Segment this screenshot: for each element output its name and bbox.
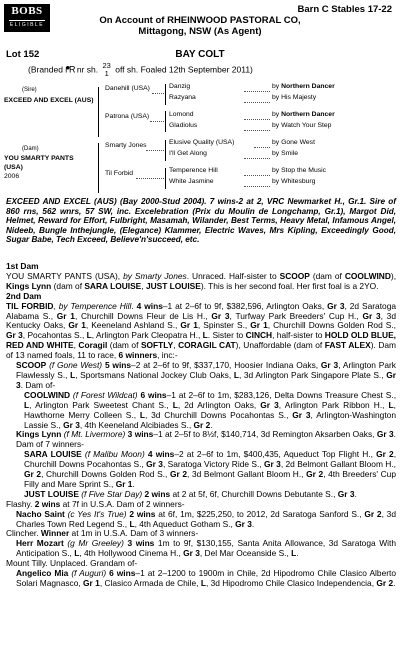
text-run: 6 wins	[140, 389, 167, 400]
sire-role: (Sire)	[22, 87, 37, 93]
gp-name: Lomond	[169, 111, 194, 118]
text-run: Gr 3	[146, 459, 163, 470]
text-run: , 3d Charles Town Red Legend S.,	[16, 508, 396, 529]
text-run: ,	[73, 340, 79, 351]
text-run: JUST LOUISE	[145, 280, 201, 291]
text-run: Kings Lynn	[6, 280, 52, 291]
text-run: Herr Mozart	[16, 538, 64, 549]
text-run: 5 wins	[104, 360, 132, 371]
gp-sire	[272, 83, 335, 90]
gp-sire-name: Stop the Music	[281, 167, 327, 174]
text-run: Winner	[40, 528, 70, 539]
gp-sire	[272, 178, 315, 185]
leader-line	[244, 119, 270, 120]
bracket	[165, 140, 166, 161]
gp-sire	[272, 139, 315, 146]
text-run: Gr 2	[364, 508, 382, 519]
text-run: –1 at 2–6f to 9f, $382,596, Arlington Oaks,	[162, 300, 328, 311]
text-run: , Saratoga Victory Ride S.,	[162, 459, 264, 470]
gp-sire-name: Northern Dancer	[281, 83, 335, 90]
text-run: . Unraced. Half-sister to	[186, 270, 280, 281]
text-run: Gr 2	[193, 419, 211, 430]
text-run: 2 wins	[34, 498, 61, 509]
text-run: by Smarty Jones	[123, 270, 187, 281]
pedigree-table	[4, 83, 396, 195]
text-run: (dam of	[309, 270, 345, 281]
text-run: , Keeneland Ashland S.,	[85, 320, 181, 331]
text-run: L	[129, 518, 135, 529]
text-run: L	[388, 399, 394, 410]
text-run: at 1m in U.S.A. Dam of 3 winners-	[69, 528, 199, 539]
text-run: ). Dam of 13 named foals, 11 to race,	[6, 340, 397, 361]
sire-dam: Patrona (USA)	[105, 113, 150, 120]
text-run: at 2 at 5f, 6f, Churchill Downs Debutante S.,	[170, 488, 338, 499]
progeny-angelico-mia	[6, 569, 396, 589]
text-run: (dam of	[107, 340, 141, 351]
text-run: , Churchill Downs Golden Rod S.,	[41, 469, 170, 480]
text-run: SARA LOUISE	[84, 280, 142, 291]
bracket	[165, 111, 166, 132]
text-run: L	[70, 369, 76, 380]
vendor-account	[4, 15, 396, 37]
text-run: 2 wins	[129, 508, 156, 519]
text-run: CINCH	[245, 330, 273, 341]
text-run: L	[24, 399, 30, 410]
text-run: Mount Tilly. Unplaced. Grandam of-	[6, 558, 138, 569]
logo-subtext: ELIGIBLE	[9, 22, 45, 28]
leader-line	[152, 93, 164, 94]
horse-sex-colour: BAY COLT	[175, 49, 225, 60]
text-run: (c Yes It's True)	[67, 508, 127, 519]
progeny-coolwind	[6, 391, 396, 431]
gp-by: by	[272, 178, 280, 185]
sire-sire: Danehill (USA)	[105, 85, 150, 92]
text-run: Gr 3	[183, 548, 200, 559]
text-run: Gr 1	[83, 578, 100, 588]
text-run: (f Five Star Day)	[81, 488, 143, 499]
leader-line	[136, 178, 164, 179]
text-run: –1 at 2–6f to 1m, $283,126, Delta Downs Treasure Chest S.,	[166, 389, 397, 400]
brand-num: 23	[102, 61, 111, 70]
text-run: Gr 2	[169, 469, 188, 480]
logo-text: BOBS	[11, 5, 43, 17]
gp-sire-name: Watch Your Step	[281, 122, 332, 129]
sire-notes: EXCEED AND EXCEL (AUS) (Bay 2000-Stud 2004). 7 wins-2 at 2, VRC Newmarket H., Gr.1. Sire of 860 rns, 562 wnrs, 57 SW, inc. Excelebration (Prix du Moulin de Longchamp, Gr.1), Margot Did, Helmet, Reward for Effort, Fulbright, Masamah, Wilander, Best Terms, Heavy Metal, Infamous Angel, Nideeb, Bungle Inthejungle, (Elegance) Klammer, Electric Waves, Mrs Kipling, Exceedingly Good, Sugar Babe, Tech Exceed, Believe'n'succeed, etc.	[6, 197, 396, 245]
text-run: Coragil	[78, 340, 108, 351]
text-run: Gr 2	[376, 449, 394, 460]
gp-name: Razyana	[169, 94, 196, 101]
sire-name: EXCEED AND EXCEL (AUS)	[4, 97, 94, 104]
text-run: , 4th Keeneland Alcibiades S.,	[79, 419, 194, 430]
text-run: L	[86, 330, 92, 341]
progeny-nacho-saint	[6, 510, 396, 530]
text-run: , Arlington-Washington Lassie S.,	[24, 409, 396, 430]
text-run: L	[139, 409, 145, 420]
text-run: . Dam of 7 winners-	[16, 429, 396, 450]
text-run: , 4th Hollywood Cinema H.,	[79, 548, 184, 559]
first-dam-paragraph	[6, 272, 396, 292]
second-dam-heading: 2nd Dam	[6, 290, 42, 301]
text-run: , Pocahontas S.,	[22, 330, 87, 341]
text-run: L	[172, 399, 178, 410]
text-run: . Sister to	[207, 330, 246, 341]
text-run: Angelico Mia	[16, 568, 69, 579]
text-run: (f Mt. Livermore)	[63, 429, 126, 440]
text-run: TIL FORBID	[6, 300, 54, 311]
gp-sire-name: His Majesty	[281, 94, 317, 101]
dam-role: (Dam)	[22, 146, 39, 152]
text-run: 1m to 9f, $130,155, Santa Anita Allowance, 3d Saratoga With Anticipation S.,	[16, 538, 396, 559]
text-run: Gr 3	[260, 399, 279, 410]
text-run: .	[131, 300, 137, 311]
text-run: 3 wins	[127, 429, 154, 440]
text-run: L	[202, 330, 208, 341]
text-run: L	[233, 369, 239, 380]
text-run: , 3d Belmont Gallant Bloom H.,	[187, 469, 307, 480]
gp-by: by	[272, 122, 280, 129]
gp-name: I'll Get Along	[169, 150, 207, 157]
gp-sire-name: Northern Dancer	[281, 111, 335, 118]
text-run: , Clasico Armada de Chile,	[99, 578, 201, 588]
text-run: 4 wins	[136, 300, 163, 311]
text-run: ),	[390, 270, 397, 281]
vendor-line: On Account of RHEINWOOD PASTORAL CO,	[99, 15, 301, 26]
text-run: (g Mr Greeley)	[67, 538, 124, 549]
text-run: , Arlington Park Cleopatra H.,	[91, 330, 203, 341]
brand-den: 1	[104, 69, 109, 78]
text-run: Gr 3	[327, 300, 345, 311]
gp-sire-name: Whitesburg	[281, 178, 316, 185]
gp-sire-name: Smile	[281, 150, 299, 157]
text-run: Gr 3	[235, 518, 252, 529]
text-run: , 2d Saratoga Alabama S.,	[6, 300, 397, 321]
pedigree-body	[6, 262, 396, 589]
text-run: , 2d Arlington Oaks,	[177, 399, 261, 410]
text-run: Gr 3	[16, 369, 396, 390]
gp-sire	[272, 122, 331, 129]
text-run: Gr 3	[292, 409, 311, 420]
text-run: Gr 2	[376, 578, 394, 588]
text-run: at 7f in U.S.A. Dam of 2 winners-	[60, 498, 185, 509]
text-run: , 3d Churchill Downs Pocahontas S.,	[144, 409, 293, 420]
brand-fraction	[103, 62, 111, 78]
gp-sire	[272, 150, 298, 157]
leader-line	[244, 186, 270, 187]
vendor-location: Mittagong, NSW (As Agent)	[138, 26, 262, 37]
text-run: , Churchill Downs Pocahontas S.,	[24, 449, 397, 470]
text-run: Gr 1	[115, 478, 133, 489]
text-run: , Arlington Park Ribbon H.,	[278, 399, 389, 410]
text-run: Gr 3	[320, 360, 339, 371]
progeny-kings-lynn	[6, 430, 396, 450]
text-run: .	[210, 419, 213, 430]
dam-dam: Til Forbid	[105, 170, 134, 177]
text-run: .	[296, 548, 299, 559]
gp-by: by	[272, 139, 280, 146]
text-run: Gr 3	[6, 330, 23, 341]
gp-sire	[272, 94, 316, 101]
gp-name: Temperence Hill	[169, 167, 218, 174]
gp-sire	[272, 167, 326, 174]
text-run: ,	[53, 300, 59, 311]
text-run: SCOOP	[16, 360, 47, 371]
gp-by: by	[272, 111, 280, 118]
text-run: Gr 3	[264, 459, 281, 470]
leader-line	[244, 91, 270, 92]
text-run: L	[200, 578, 206, 588]
text-run: .	[251, 518, 255, 529]
text-run: (f Malibu Moon)	[84, 449, 145, 460]
text-run: Gr 2	[306, 469, 324, 480]
text-run: , 3d Arlington Park Singapore Plate S.,	[238, 369, 387, 380]
text-run: FAST ALEX	[324, 340, 371, 351]
text-run: Gr 3	[211, 310, 230, 321]
gp-name: Elusive Quality (USA)	[169, 139, 235, 146]
leader-line	[244, 158, 270, 159]
text-run: ). This is her second foal. Her first foal is a 2YO.	[200, 280, 379, 291]
text-run: (f Auguri)	[71, 568, 107, 579]
text-run: (f Gone West)	[49, 360, 103, 371]
leader-line	[254, 147, 270, 148]
dam-sire: Smarty Jones	[105, 142, 147, 149]
text-run: Gr 3	[337, 488, 355, 499]
lot-number: Lot 152	[6, 49, 40, 60]
brand-mark: ᖰR	[65, 64, 75, 75]
dam-year: 2006	[4, 173, 20, 180]
bracket	[165, 168, 166, 189]
text-run: Gr 1	[56, 310, 75, 321]
text-run: ,	[173, 340, 179, 351]
progeny-sara-louise	[6, 450, 396, 490]
text-run: –2 at 2–6f to 9f, $337,170, Hoosier Indiana Oaks,	[131, 360, 321, 371]
text-run: SCOOP	[279, 270, 310, 281]
text-run: 4 wins	[147, 449, 175, 460]
text-run: , Sportsmans National Jockey Club Oaks,	[75, 369, 234, 380]
second-dam-paragraph	[6, 302, 396, 361]
text-run: by Temperence Hill	[58, 300, 132, 311]
text-run: Gr 3	[376, 429, 394, 440]
brand-mid: nr sh.	[76, 64, 99, 75]
text-run: Gr 1	[250, 320, 268, 331]
gp-by: by	[272, 83, 280, 90]
text-run: (f Forest Wildcat)	[72, 389, 138, 400]
text-run: , half-sister to	[272, 330, 325, 341]
bracket	[98, 87, 99, 137]
text-run: 6 wins	[109, 568, 136, 579]
text-run: JUST LOUISE	[24, 488, 79, 499]
text-run: Gr 3	[362, 310, 381, 321]
text-run: , 3d Kentucky Oaks,	[6, 310, 396, 331]
text-run: , 4th Breeders' Cup Filly and Mare Sprint S.,	[24, 469, 396, 489]
text-run: –1 at 2–1200 to 1900m in Chile, 2d Hipodromo Chile Clasico Alberto Solari Magnasco,	[16, 568, 397, 588]
bracket	[165, 84, 166, 105]
text-run: Gr 3	[63, 419, 80, 430]
gp-name: White Jasmine	[169, 178, 214, 185]
text-run: HOLD OLD BLUE, RED AND WHITE	[6, 330, 397, 351]
text-run: Gr 2	[24, 469, 42, 480]
text-run: .	[393, 578, 396, 588]
text-run: , Arlington Park Flawlessly S.,	[16, 360, 396, 380]
text-run: L	[74, 548, 80, 559]
text-run: , Del Mar Oceanside S.,	[199, 548, 292, 559]
text-run: ), Unaffordable (dam of	[235, 340, 325, 351]
text-run: SARA LOUISE	[24, 449, 82, 460]
text-run: Clincher.	[6, 528, 41, 539]
bracket	[98, 143, 99, 193]
progeny-scoop	[6, 361, 396, 391]
text-run: at 6f, 1m, $225,250, to 2012, 2d Saratoga Sanford S.,	[155, 508, 365, 519]
barn-location: Barn C Stables 17-22	[297, 4, 392, 15]
leader-line	[244, 130, 270, 131]
text-run: L	[291, 548, 297, 559]
leader-line	[150, 121, 164, 122]
text-run: CORAGIL CAT	[178, 340, 236, 351]
text-run: .	[132, 478, 135, 489]
text-run: COOLWIND	[344, 270, 391, 281]
text-run: (dam of	[51, 280, 85, 291]
progeny-herr-mozart	[6, 539, 396, 559]
dam-country: (USA)	[4, 164, 23, 171]
brand-line	[28, 62, 253, 78]
brand-prefix: (Branded	[28, 64, 63, 75]
text-run: , Turfway Park Breeders' Cup H.,	[229, 310, 363, 321]
text-run: , Spinster S.,	[197, 320, 251, 331]
text-run: Kings Lynn	[16, 429, 62, 440]
gp-by: by	[272, 94, 280, 101]
gp-by: by	[272, 167, 280, 174]
brand-suffix: off sh. Foaled 12th September 2011)	[115, 64, 253, 75]
text-run: . Dam of-	[20, 379, 56, 390]
text-run: 6 winners	[118, 350, 158, 361]
gp-by: by	[272, 150, 280, 157]
text-run: , 2d Belmont Gallant Bloom H.,	[280, 459, 396, 470]
gp-sire-name: Gone West	[281, 139, 315, 146]
text-run: –2 at 2–6f to 1m, $400,435, Aqueduct Top Flight H.,	[174, 449, 377, 460]
text-run: , Arlington Park Sweetest Chant S.,	[29, 399, 173, 410]
leader-line	[146, 150, 164, 151]
text-run: Gr 1	[180, 320, 198, 331]
text-run: , 4th Aqueduct Gotham S.,	[134, 518, 236, 529]
text-run: , Churchill Downs Golden Rod S.,	[267, 320, 396, 331]
gp-sire	[272, 111, 335, 118]
text-run: 2 wins	[144, 488, 171, 499]
first-dam-heading: 1st Dam	[6, 261, 39, 271]
text-run: Gr 1	[68, 320, 86, 331]
text-run: Nacho Saint	[16, 508, 65, 519]
gp-name: Gladiolus	[169, 122, 198, 129]
text-run: COOLWIND	[24, 389, 71, 400]
text-run: Flashy.	[6, 498, 35, 509]
text-run: , inc:-	[157, 350, 178, 361]
text-run: –1 at 2–5f to 8½f, $140,714, 3d Remington Aksarben Oaks,	[153, 429, 377, 440]
leader-line	[244, 102, 270, 103]
text-run: YOU SMARTY PANTS (USA),	[6, 270, 124, 281]
text-run: SOFTLY	[140, 340, 174, 351]
text-run: , 3d Hipodromo Chile Clasico Independencia,	[205, 578, 377, 588]
leader-line	[244, 175, 270, 176]
text-run: .	[354, 488, 357, 499]
dam-name: YOU SMARTY PANTS	[4, 155, 74, 162]
text-run: , Churchill Downs Fleur de Lis H.,	[74, 310, 212, 321]
text-run: , Hawthorne Merry Colleen S.,	[24, 399, 396, 420]
text-run: ,	[141, 280, 146, 291]
text-run: 3 wins	[127, 538, 155, 549]
gp-name: Danzig	[169, 83, 191, 90]
